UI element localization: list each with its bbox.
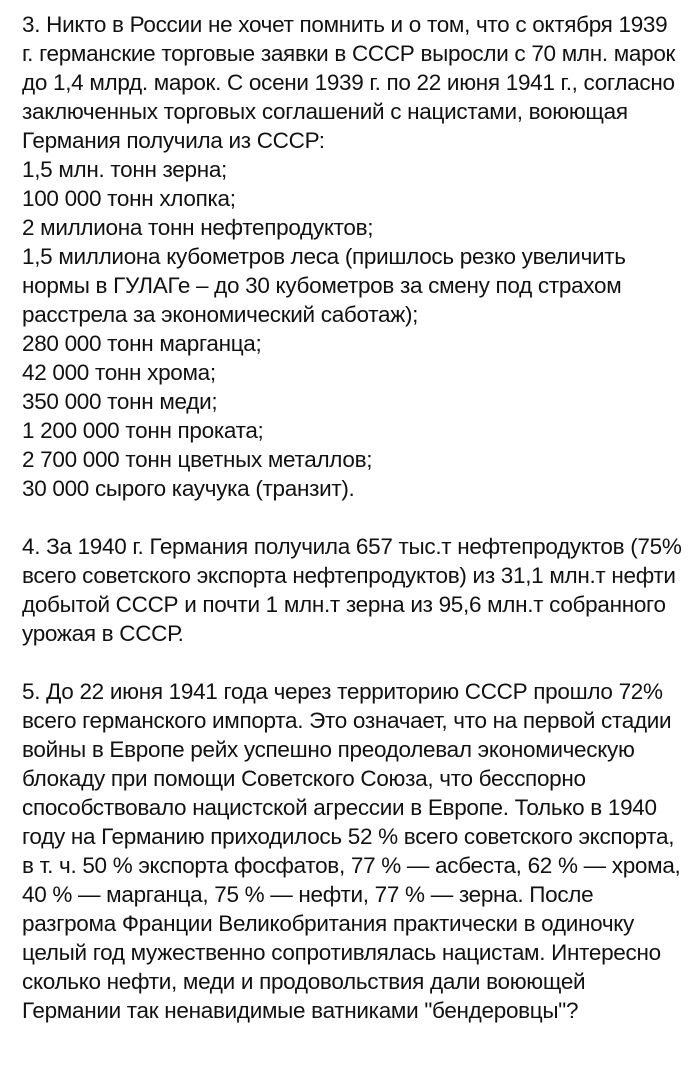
paragraph-gap xyxy=(22,503,682,532)
list-item: 2 миллиона тонн нефтепродуктов; xyxy=(22,215,374,240)
list-item: 2 700 000 тонн цветных металлов; xyxy=(22,447,373,472)
section-5-paragraph: 5. До 22 июня 1941 года через территорию СССР прошло 72% всего германского импорта. Это означает, что на первой стадии войны в Европе рейх успешно преодолевал экономическую блокаду при помощи Советского Союза, что бесспорно способствовало нацистской агрессии в Европе. Только в 1940 году на Германию приходилось 52 % всего советского экспорта, в т. ч. 50 % экспорта фосфатов, 77 % — асбеста, 62 % — хрома, 40 % — марганца, 75 % — нефти, 77 % — зерна. После разгрома Франции Великобритания практически в одиночку целый год мужественно сопротивлялась нацистам. Интересно сколько нефти, меди и продовольствия дали воюющей Германии так ненавидимые ватниками "бендеровцы"? xyxy=(22,679,681,1023)
list-item: 1,5 млн. тонн зерна; xyxy=(22,157,228,182)
document-body xyxy=(22,10,682,1025)
list-item: 1,5 миллиона кубометров леса (пришлось резко увеличить нормы в ГУЛАГе – до 30 кубометров за смену под страхом расстрела за экономический саботаж); xyxy=(22,244,626,327)
section-3-list xyxy=(22,155,682,503)
list-item: 1 200 000 тонн проката; xyxy=(22,418,264,443)
section-4-paragraph: 4. За 1940 г. Германия получила 657 тыс.т нефтепродуктов (75% всего советского экспорта нефтепродуктов) из 31,1 млн.т нефти добытой СССР и почти 1 млн.т зерна из 95,6 млн.т собранного урожая в СССР. xyxy=(22,534,682,646)
section-3-intro: 3. Никто в России не хочет помнить и о том, что с октября 1939 г. германские торговые заявки в СССР выросли с 70 млн. марок до 1,4 млрд. марок. С осени 1939 г. по 22 июня 1941 г., согласно заключенных торговых соглашений с нацистами, воюющая Германия получила из СССР: xyxy=(22,12,676,153)
list-item: 42 000 тонн хрома; xyxy=(22,360,216,385)
paragraph-gap xyxy=(22,648,682,677)
list-item: 350 000 тонн меди; xyxy=(22,389,218,414)
list-item: 280 000 тонн марганца; xyxy=(22,331,262,356)
list-item: 100 000 тонн хлопка; xyxy=(22,186,236,211)
list-item: 30 000 сырого каучука (транзит). xyxy=(22,476,355,501)
